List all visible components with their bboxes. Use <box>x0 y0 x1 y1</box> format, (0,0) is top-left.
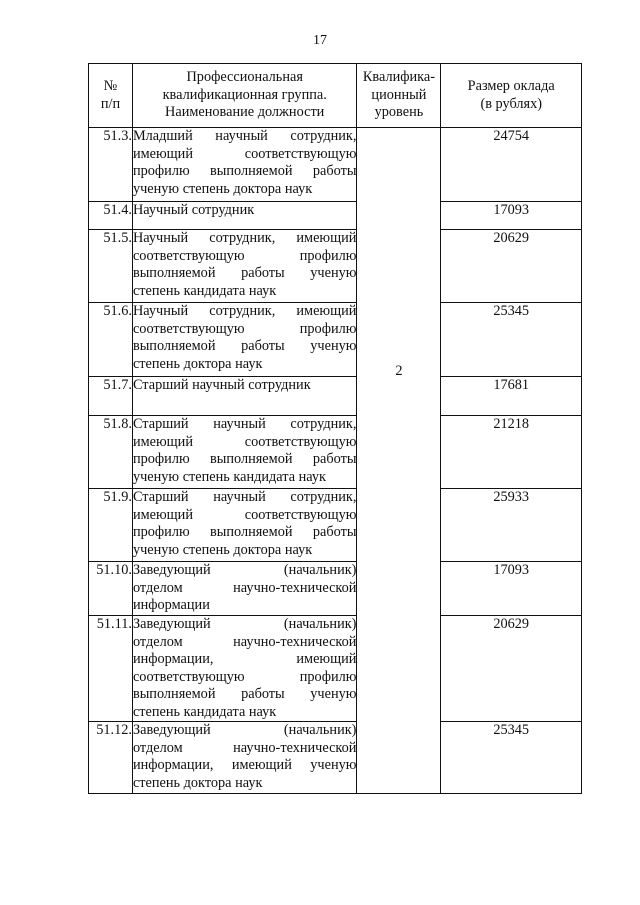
table-row <box>89 128 582 202</box>
row-name: Научный сотрудник, имеющий соответствующую профилю выполняемой работы ученую степень кандидата наук <box>132 230 356 303</box>
row-num: 51.3. <box>89 128 133 202</box>
row-salary: 25933 <box>441 489 582 562</box>
row-salary: 17681 <box>441 377 582 416</box>
row-name: Заведующий (начальник) отделом научно-технической информации, имеющий ученую степень доктора наук <box>132 722 356 794</box>
table-row <box>89 562 582 616</box>
header-level: Квалифика- ционный уровень <box>357 64 441 128</box>
row-name: Научный сотрудник <box>132 202 356 230</box>
table-row <box>89 303 582 377</box>
row-name: Старший научный сотрудник <box>132 377 356 416</box>
row-salary: 17093 <box>441 202 582 230</box>
table-header-row <box>89 64 582 128</box>
row-salary: 25345 <box>441 722 582 794</box>
header-salary: Размер оклада (в рублях) <box>441 64 582 128</box>
row-name: Старший научный сотрудник, имеющий соответствующую профилю выполняемой работы ученую степень доктора наук <box>132 489 356 562</box>
row-num: 51.8. <box>89 416 133 489</box>
table-row <box>89 230 582 303</box>
row-num: 51.9. <box>89 489 133 562</box>
row-name: Научный сотрудник, имеющий соответствующую профилю выполняемой работы ученую степень доктора наук <box>132 303 356 377</box>
row-num: 51.6. <box>89 303 133 377</box>
row-salary: 20629 <box>441 616 582 722</box>
table-row <box>89 616 582 722</box>
row-num: 51.7. <box>89 377 133 416</box>
header-num: № п/п <box>89 64 133 128</box>
table-row <box>89 489 582 562</box>
row-num: 51.5. <box>89 230 133 303</box>
row-name: Старший научный сотрудник, имеющий соответствующую профилю выполняемой работы ученую степень кандидата наук <box>132 416 356 489</box>
row-salary: 20629 <box>441 230 582 303</box>
row-name: Заведующий (начальник) отделом научно-технической информации, имеющий соответствующую профилю выполняемой работы ученую степень кандидата наук <box>132 616 357 720</box>
table-row <box>89 202 582 230</box>
qualification-level-value: 2 <box>395 363 403 379</box>
salary-table <box>88 63 582 794</box>
qualification-level-cell <box>357 128 441 794</box>
table-row <box>89 377 582 416</box>
row-salary: 24754 <box>441 128 582 202</box>
row-salary: 17093 <box>441 562 582 616</box>
row-salary: 25345 <box>441 303 582 377</box>
table-row <box>89 722 582 794</box>
row-num: 51.10. <box>89 562 133 616</box>
table-row <box>89 416 582 489</box>
row-num: 51.12. <box>89 722 133 794</box>
row-name: Заведующий (начальник) отделом научно-технической информации <box>132 562 356 616</box>
row-name: Младший научный сотрудник, имеющий соответствующую профилю выполняемой работы ученую степень доктора наук <box>132 128 356 202</box>
row-num: 51.11. <box>89 616 133 722</box>
page-number: 17 <box>313 33 327 48</box>
header-name: Профессиональная квалификационная группа. Наименование должности <box>132 64 356 128</box>
row-salary: 21218 <box>441 416 582 489</box>
row-num: 51.4. <box>89 202 133 230</box>
